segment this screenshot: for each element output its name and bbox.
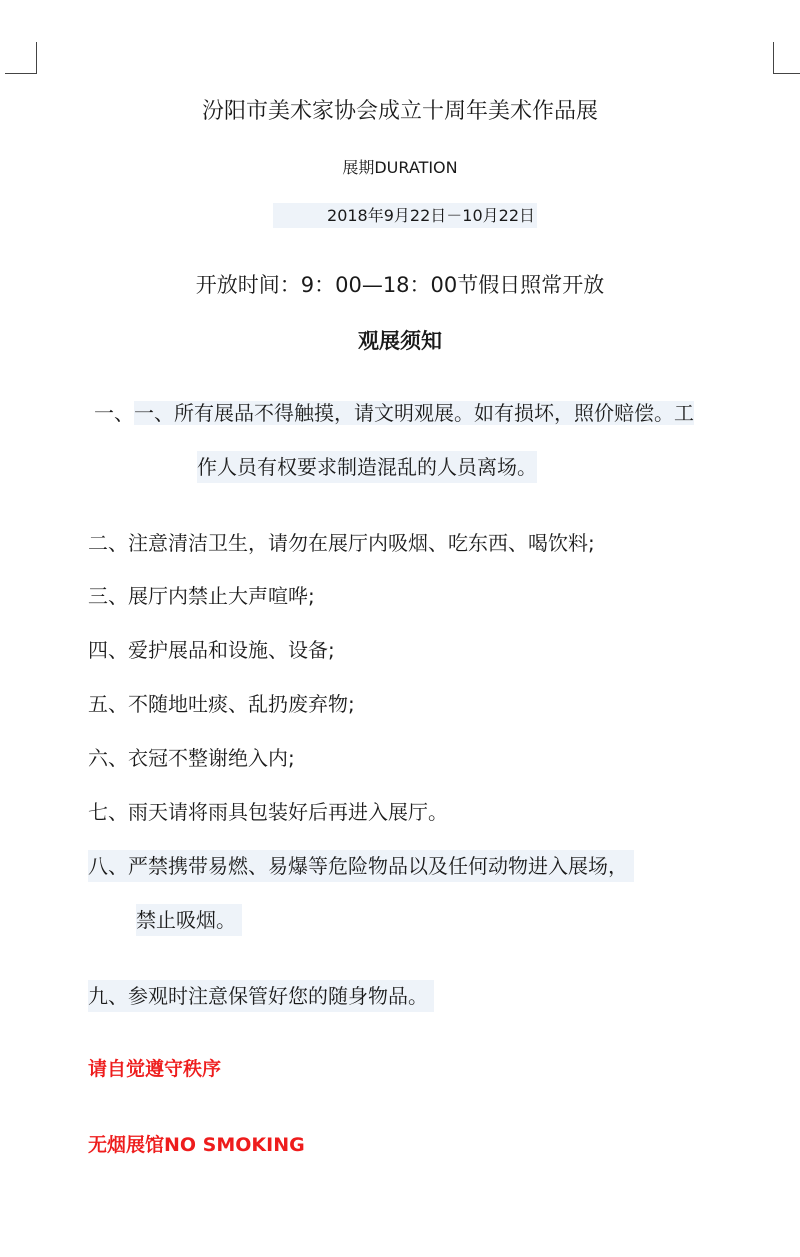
rule-6: 六、衣冠不整谢绝入内; — [88, 746, 295, 770]
rule-9: 九、参观时注意保管好您的随身物品。 — [88, 980, 434, 1012]
crop-mark-top-left — [5, 42, 37, 74]
rule-1-line-1 — [94, 397, 694, 429]
crop-mark-top-right — [773, 42, 800, 74]
rule-1-number: 一、 — [94, 401, 134, 425]
rule-3: 三、展厅内禁止大声喧哗; — [88, 584, 315, 608]
rule-4: 四、爱护展品和设施、设备; — [88, 638, 335, 662]
opening-hours: 开放时间：9：00—18：00节假日照常开放 — [195, 273, 605, 297]
duration-label: 展期DURATION — [342, 158, 458, 177]
rule-2: 二、注意清洁卫生，请勿在展厅内吸烟、吃东西、喝饮料; — [88, 531, 595, 555]
notice-heading: 观展须知 — [358, 329, 442, 353]
rule-8-line-2: 禁止吸烟。 — [136, 904, 242, 936]
exhibition-dates: 2018年9月22日－10月22日 — [273, 203, 537, 228]
rule-8-line-1: 八、严禁携带易燃、易爆等危险物品以及任何动物进入展场， — [88, 850, 634, 882]
rule-7: 七、雨天请将雨具包装好后再进入展厅。 — [88, 800, 448, 824]
order-notice: 请自觉遵守秩序 — [88, 1058, 222, 1080]
rule-5: 五、不随地吐痰、乱扔废弃物; — [88, 692, 355, 716]
document-title: 汾阳市美术家协会成立十周年美术作品展 — [201, 99, 598, 124]
rule-1-text: 一、所有展品不得触摸，请文明观展。如有损坏，照价赔偿。工 — [134, 401, 694, 425]
rule-1-line-2: 作人员有权要求制造混乱的人员离场。 — [197, 451, 537, 483]
no-smoking-notice: 无烟展馆NO SMOKING — [88, 1134, 305, 1156]
